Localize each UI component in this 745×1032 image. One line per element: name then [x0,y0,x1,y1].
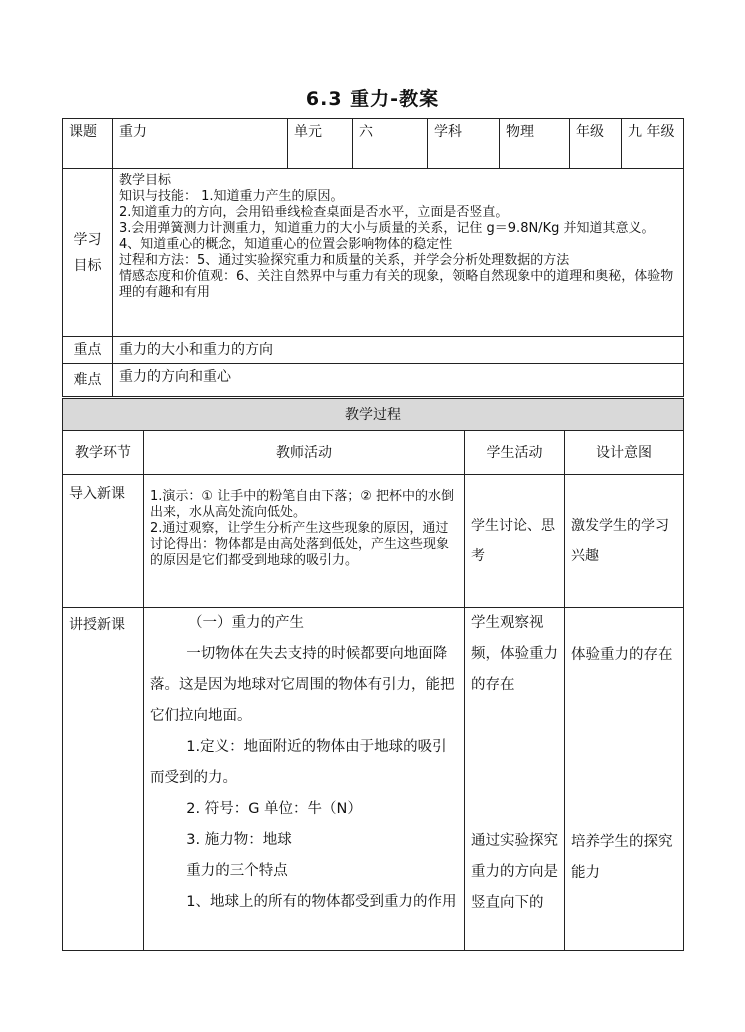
lecture-intent-1: 体验重力的存在 [571,647,673,663]
objectives-line: 过程和方法：5、通过实验探究重力和质量的关系，并学会分析处理数据的方法 [119,253,570,268]
objectives-line: 3.会用弹簧测力计测重力，知道重力的大小与质量的关系，记住 g＝9.8N/Kg 并知道其意义。 [119,221,655,236]
column-header: 教师活动 [144,431,465,475]
objectives-line: 2.知道重力的方向，会用铅垂线检查桌面是否水平，立面是否竖直。 [119,205,509,220]
lecture-teacher-line: （一）重力的产生 [188,615,304,631]
objectives-content [113,169,684,337]
intro-teacher-line: 1.演示：① 让手中的粉笔自由下落；② 把杯中的水倒出来，水从高处流向低处。 [150,489,454,520]
intro-student: 学生讨论、思考 [465,475,565,608]
column-header: 教学环节 [63,431,144,475]
key-point-label: 重点 [63,337,113,364]
column-header: 学生活动 [465,431,565,475]
lecture-student-1: 学生观察视频，体验重力的存在 [471,615,558,693]
subject-value: 物理 [500,119,570,169]
subject-label: 学科 [428,119,500,169]
lecture-stage: 讲授新课 [63,608,144,951]
course-value: 重力 [113,119,288,169]
process-header: 教学过程 [63,399,684,431]
difficulty-label: 难点 [63,364,113,397]
lecture-teacher-line: 1、地球上的所有的物体都受到重力的作用 [186,894,457,910]
lecture-teacher-line: 3. 施力物：地球 [186,832,292,848]
info-table [62,118,684,397]
lecture-intent [565,608,684,951]
lecture-teacher-line: 重力的三个特点 [186,863,288,879]
process-table [62,398,684,951]
objectives-line: 4、知道重心的概念，知道重心的位置会影响物体的稳定性 [119,237,453,252]
lecture-teacher-line: 1.定义：地面附近的物体由于地球的吸引而受到的力。 [150,739,447,786]
column-header: 设计意图 [565,431,684,475]
lecture-teacher-line: 2. 符号：G 单位：牛（N） [186,801,362,817]
lecture-teacher [144,608,465,951]
objectives-line: 情感态度和价值观：6、关注自然界中与重力有关的现象，领略自然现象中的道理和奥秘，体验物理的有趣和有用 [119,269,674,300]
intro-teacher-line: 2.通过观察，让学生分析产生这些现象的原因，通过讨论得出：物体都是由高处落到低处，产生这些现象的原因是它们都受到地球的吸引力。 [150,521,450,568]
course-label: 课题 [63,119,113,169]
lecture-student-2: 通过实验探究重力的方向是竖直向下的 [471,833,558,911]
objectives-line: 教学目标 [119,173,172,188]
objectives-label: 学习目标 [63,169,113,337]
grade-value: 九 年级 [622,119,684,169]
lecture-teacher-line: 一切物体在失去支持的时候都要向地面降落。这是因为地球对它周围的物体有引力，能把它们拉向地面。 [150,646,455,724]
objectives-line: 知识与技能： 1.知道重力产生的原因。 [119,189,344,204]
grade-label: 年级 [570,119,622,169]
lecture-student [465,608,565,951]
intro-intent: 激发学生的学习兴趣 [565,475,684,608]
difficulty-text: 重力的方向和重心 [113,364,684,397]
intro-teacher [144,475,465,608]
lecture-intent-2: 培养学生的探究能力 [571,834,673,881]
page-title: 6.3 重力-教案 [305,88,440,110]
key-point-text: 重力的大小和重力的方向 [113,337,684,364]
intro-stage: 导入新课 [63,475,144,608]
unit-label: 单元 [288,119,353,169]
unit-value: 六 [353,119,428,169]
